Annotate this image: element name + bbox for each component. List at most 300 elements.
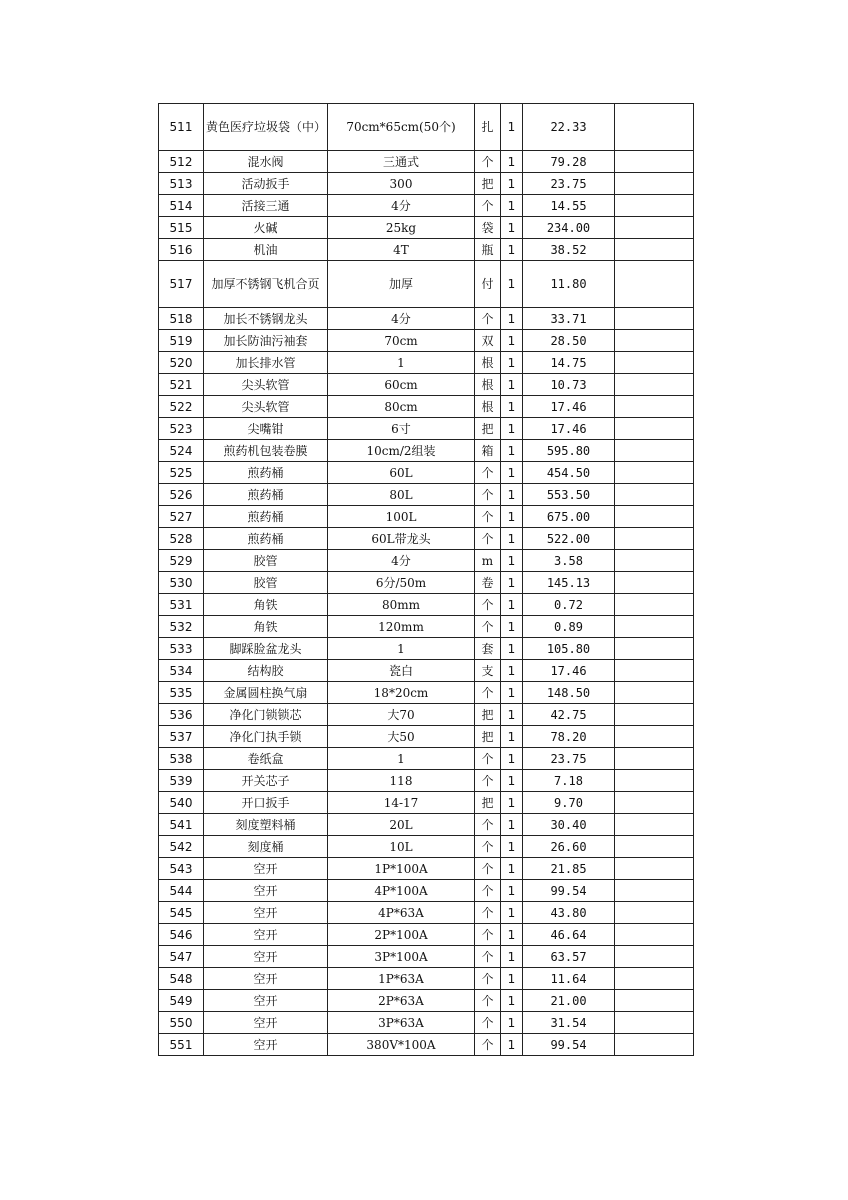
- row-number: 543: [159, 858, 204, 880]
- item-name: 加长防油污袖套: [204, 330, 328, 352]
- item-unit: 个: [475, 836, 501, 858]
- item-unit: 个: [475, 770, 501, 792]
- item-price: 30.40: [523, 814, 615, 836]
- item-name: 结构胶: [204, 660, 328, 682]
- item-price: 63.57: [523, 946, 615, 968]
- item-spec: 2P*100A: [328, 924, 475, 946]
- item-qty: 1: [501, 528, 523, 550]
- table-row: [159, 770, 694, 792]
- item-note: [615, 195, 694, 217]
- item-spec: 300: [328, 173, 475, 195]
- row-number: 542: [159, 836, 204, 858]
- item-note: [615, 308, 694, 330]
- item-spec: 60L带龙头: [328, 528, 475, 550]
- item-qty: 1: [501, 217, 523, 239]
- item-unit: 个: [475, 506, 501, 528]
- item-price: 3.58: [523, 550, 615, 572]
- row-number: 532: [159, 616, 204, 638]
- item-note: [615, 858, 694, 880]
- item-name: 活动扳手: [204, 173, 328, 195]
- item-name: 脚踩脸盆龙头: [204, 638, 328, 660]
- item-name: 煎药桶: [204, 528, 328, 550]
- table-row: [159, 726, 694, 748]
- item-qty: 1: [501, 704, 523, 726]
- table-row: [159, 550, 694, 572]
- table-row: [159, 704, 694, 726]
- table-row: [159, 151, 694, 173]
- item-qty: 1: [501, 924, 523, 946]
- table-row: [159, 638, 694, 660]
- item-price: 105.80: [523, 638, 615, 660]
- item-name: 金属圆柱换气扇: [204, 682, 328, 704]
- item-name: 空开: [204, 924, 328, 946]
- row-number: 528: [159, 528, 204, 550]
- table-row: [159, 924, 694, 946]
- item-note: [615, 704, 694, 726]
- item-name: 空开: [204, 880, 328, 902]
- item-unit: 根: [475, 374, 501, 396]
- item-unit: 个: [475, 858, 501, 880]
- item-note: [615, 990, 694, 1012]
- item-name: 煎药桶: [204, 462, 328, 484]
- table-row: [159, 836, 694, 858]
- item-price: 43.80: [523, 902, 615, 924]
- item-spec: 1P*63A: [328, 968, 475, 990]
- item-note: [615, 924, 694, 946]
- table-row: [159, 594, 694, 616]
- item-price: 11.64: [523, 968, 615, 990]
- item-spec: 80mm: [328, 594, 475, 616]
- item-spec: 80L: [328, 484, 475, 506]
- table-row: [159, 748, 694, 770]
- table-row: [159, 104, 694, 151]
- table-row: [159, 506, 694, 528]
- item-spec: 118: [328, 770, 475, 792]
- item-unit: m: [475, 550, 501, 572]
- item-name: 加长排水管: [204, 352, 328, 374]
- item-qty: 1: [501, 726, 523, 748]
- item-qty: 1: [501, 484, 523, 506]
- item-spec: 18*20cm: [328, 682, 475, 704]
- item-name: 胶管: [204, 550, 328, 572]
- row-number: 550: [159, 1012, 204, 1034]
- item-name: 开口扳手: [204, 792, 328, 814]
- item-unit: 个: [475, 308, 501, 330]
- table-row: [159, 173, 694, 195]
- item-unit: 个: [475, 528, 501, 550]
- item-qty: 1: [501, 104, 523, 151]
- item-price: 38.52: [523, 239, 615, 261]
- item-price: 21.00: [523, 990, 615, 1012]
- item-spec: 60cm: [328, 374, 475, 396]
- item-unit: 根: [475, 396, 501, 418]
- table-row: [159, 968, 694, 990]
- item-qty: 1: [501, 151, 523, 173]
- item-note: [615, 770, 694, 792]
- item-qty: 1: [501, 352, 523, 374]
- item-unit: 个: [475, 814, 501, 836]
- item-unit: 付: [475, 261, 501, 308]
- item-qty: 1: [501, 418, 523, 440]
- item-price: 99.54: [523, 880, 615, 902]
- item-name: 空开: [204, 1012, 328, 1034]
- item-price: 234.00: [523, 217, 615, 239]
- item-note: [615, 1012, 694, 1034]
- item-price: 78.20: [523, 726, 615, 748]
- item-price: 23.75: [523, 748, 615, 770]
- item-spec: 4分: [328, 195, 475, 217]
- item-price: 21.85: [523, 858, 615, 880]
- item-name: 加长不锈钢龙头: [204, 308, 328, 330]
- item-note: [615, 836, 694, 858]
- item-spec: 大50: [328, 726, 475, 748]
- table-row: [159, 1012, 694, 1034]
- item-qty: 1: [501, 330, 523, 352]
- item-note: [615, 748, 694, 770]
- item-spec: 70cm: [328, 330, 475, 352]
- item-spec: 20L: [328, 814, 475, 836]
- table-row: [159, 308, 694, 330]
- item-spec: 4P*63A: [328, 902, 475, 924]
- item-name: 刻度塑料桶: [204, 814, 328, 836]
- item-spec: 6寸: [328, 418, 475, 440]
- item-note: [615, 239, 694, 261]
- item-name: 机油: [204, 239, 328, 261]
- item-spec: 4分: [328, 308, 475, 330]
- item-qty: 1: [501, 550, 523, 572]
- table-row: [159, 330, 694, 352]
- item-unit: 个: [475, 195, 501, 217]
- row-number: 525: [159, 462, 204, 484]
- table-row: [159, 396, 694, 418]
- row-number: 518: [159, 308, 204, 330]
- table-body: [159, 104, 694, 1056]
- item-name: 加厚不锈钢飞机合页: [204, 261, 328, 308]
- table-row: [159, 374, 694, 396]
- table-row: [159, 572, 694, 594]
- item-price: 145.13: [523, 572, 615, 594]
- item-price: 675.00: [523, 506, 615, 528]
- item-unit: 个: [475, 990, 501, 1012]
- row-number: 521: [159, 374, 204, 396]
- item-qty: 1: [501, 1012, 523, 1034]
- item-note: [615, 968, 694, 990]
- table-row: [159, 484, 694, 506]
- row-number: 515: [159, 217, 204, 239]
- item-note: [615, 550, 694, 572]
- item-note: [615, 682, 694, 704]
- row-number: 531: [159, 594, 204, 616]
- item-note: [615, 418, 694, 440]
- row-number: 547: [159, 946, 204, 968]
- item-unit: 袋: [475, 217, 501, 239]
- row-number: 516: [159, 239, 204, 261]
- item-spec: 100L: [328, 506, 475, 528]
- item-qty: 1: [501, 616, 523, 638]
- item-qty: 1: [501, 396, 523, 418]
- item-qty: 1: [501, 902, 523, 924]
- item-name: 火碱: [204, 217, 328, 239]
- item-name: 净化门锁锁芯: [204, 704, 328, 726]
- table-row: [159, 902, 694, 924]
- item-price: 42.75: [523, 704, 615, 726]
- row-number: 523: [159, 418, 204, 440]
- item-name: 煎药桶: [204, 484, 328, 506]
- item-qty: 1: [501, 968, 523, 990]
- table-row: [159, 528, 694, 550]
- item-unit: 个: [475, 484, 501, 506]
- item-price: 11.80: [523, 261, 615, 308]
- item-note: [615, 330, 694, 352]
- item-spec: 14-17: [328, 792, 475, 814]
- item-name: 卷纸盒: [204, 748, 328, 770]
- table-row: [159, 195, 694, 217]
- row-number: 539: [159, 770, 204, 792]
- row-number: 534: [159, 660, 204, 682]
- item-name: 空开: [204, 968, 328, 990]
- row-number: 538: [159, 748, 204, 770]
- item-qty: 1: [501, 880, 523, 902]
- table-row: [159, 990, 694, 1012]
- item-qty: 1: [501, 173, 523, 195]
- item-qty: 1: [501, 308, 523, 330]
- item-unit: 把: [475, 418, 501, 440]
- item-spec: 120mm: [328, 616, 475, 638]
- item-unit: 扎: [475, 104, 501, 151]
- item-qty: 1: [501, 374, 523, 396]
- item-qty: 1: [501, 594, 523, 616]
- row-number: 514: [159, 195, 204, 217]
- item-unit: 个: [475, 151, 501, 173]
- item-spec: 380V*100A: [328, 1034, 475, 1056]
- item-qty: 1: [501, 792, 523, 814]
- item-note: [615, 946, 694, 968]
- item-spec: 6分/50m: [328, 572, 475, 594]
- table-row: [159, 418, 694, 440]
- row-number: 533: [159, 638, 204, 660]
- table-row: [159, 352, 694, 374]
- item-unit: 支: [475, 660, 501, 682]
- item-unit: 个: [475, 594, 501, 616]
- item-price: 28.50: [523, 330, 615, 352]
- item-unit: 双: [475, 330, 501, 352]
- table-row: [159, 792, 694, 814]
- item-note: [615, 1034, 694, 1056]
- row-number: 551: [159, 1034, 204, 1056]
- item-spec: 3P*63A: [328, 1012, 475, 1034]
- item-unit: 把: [475, 173, 501, 195]
- row-number: 520: [159, 352, 204, 374]
- table-row: [159, 682, 694, 704]
- item-unit: 把: [475, 704, 501, 726]
- row-number: 511: [159, 104, 204, 151]
- item-name: 煎药机包装卷膜: [204, 440, 328, 462]
- item-price: 7.18: [523, 770, 615, 792]
- item-spec: 25kg: [328, 217, 475, 239]
- item-name: 空开: [204, 858, 328, 880]
- item-note: [615, 594, 694, 616]
- item-note: [615, 484, 694, 506]
- item-spec: 三通式: [328, 151, 475, 173]
- row-number: 513: [159, 173, 204, 195]
- item-name: 尖头软管: [204, 396, 328, 418]
- item-spec: 60L: [328, 462, 475, 484]
- row-number: 527: [159, 506, 204, 528]
- item-name: 空开: [204, 990, 328, 1012]
- item-unit: 个: [475, 682, 501, 704]
- item-unit: 把: [475, 792, 501, 814]
- item-name: 空开: [204, 946, 328, 968]
- item-unit: 个: [475, 1034, 501, 1056]
- table-row: [159, 1034, 694, 1056]
- table-row: [159, 440, 694, 462]
- row-number: 517: [159, 261, 204, 308]
- item-unit: 个: [475, 1012, 501, 1034]
- row-number: 544: [159, 880, 204, 902]
- item-spec: 80cm: [328, 396, 475, 418]
- item-price: 31.54: [523, 1012, 615, 1034]
- item-price: 14.55: [523, 195, 615, 217]
- item-price: 0.72: [523, 594, 615, 616]
- item-qty: 1: [501, 261, 523, 308]
- row-number: 537: [159, 726, 204, 748]
- item-price: 46.64: [523, 924, 615, 946]
- item-unit: 个: [475, 748, 501, 770]
- item-spec: 1: [328, 748, 475, 770]
- row-number: 512: [159, 151, 204, 173]
- item-note: [615, 902, 694, 924]
- row-number: 546: [159, 924, 204, 946]
- item-qty: 1: [501, 638, 523, 660]
- item-price: 595.80: [523, 440, 615, 462]
- item-spec: 瓷白: [328, 660, 475, 682]
- item-price: 148.50: [523, 682, 615, 704]
- row-number: 522: [159, 396, 204, 418]
- table-row: [159, 217, 694, 239]
- row-number: 536: [159, 704, 204, 726]
- item-qty: 1: [501, 836, 523, 858]
- table-row: [159, 261, 694, 308]
- item-note: [615, 396, 694, 418]
- item-qty: 1: [501, 462, 523, 484]
- row-number: 541: [159, 814, 204, 836]
- item-price: 522.00: [523, 528, 615, 550]
- row-number: 519: [159, 330, 204, 352]
- item-qty: 1: [501, 946, 523, 968]
- item-name: 胶管: [204, 572, 328, 594]
- item-price: 10.73: [523, 374, 615, 396]
- item-name: 开关芯子: [204, 770, 328, 792]
- row-number: 540: [159, 792, 204, 814]
- item-name: 净化门执手锁: [204, 726, 328, 748]
- item-spec: 大70: [328, 704, 475, 726]
- table-row: [159, 880, 694, 902]
- row-number: 549: [159, 990, 204, 1012]
- item-name: 空开: [204, 1034, 328, 1056]
- item-name: 角铁: [204, 616, 328, 638]
- item-price: 33.71: [523, 308, 615, 330]
- item-spec: 2P*63A: [328, 990, 475, 1012]
- item-price: 17.46: [523, 396, 615, 418]
- item-name: 尖嘴钳: [204, 418, 328, 440]
- item-unit: 个: [475, 946, 501, 968]
- item-qty: 1: [501, 572, 523, 594]
- item-spec: 4T: [328, 239, 475, 261]
- item-qty: 1: [501, 748, 523, 770]
- item-note: [615, 506, 694, 528]
- item-note: [615, 261, 694, 308]
- item-qty: 1: [501, 1034, 523, 1056]
- price-table: [158, 103, 694, 1056]
- item-note: [615, 660, 694, 682]
- item-qty: 1: [501, 858, 523, 880]
- item-note: [615, 616, 694, 638]
- item-spec: 10L: [328, 836, 475, 858]
- item-spec: 1P*100A: [328, 858, 475, 880]
- item-spec: 3P*100A: [328, 946, 475, 968]
- item-note: [615, 792, 694, 814]
- item-unit: 个: [475, 880, 501, 902]
- item-qty: 1: [501, 682, 523, 704]
- item-name: 尖头软管: [204, 374, 328, 396]
- item-note: [615, 880, 694, 902]
- item-note: [615, 374, 694, 396]
- item-note: [615, 572, 694, 594]
- row-number: 545: [159, 902, 204, 924]
- item-qty: 1: [501, 440, 523, 462]
- item-spec: 1: [328, 352, 475, 374]
- item-note: [615, 440, 694, 462]
- table-row: [159, 660, 694, 682]
- item-price: 9.70: [523, 792, 615, 814]
- item-unit: 箱: [475, 440, 501, 462]
- item-unit: 卷: [475, 572, 501, 594]
- item-price: 17.46: [523, 660, 615, 682]
- item-unit: 个: [475, 924, 501, 946]
- item-unit: 个: [475, 616, 501, 638]
- item-qty: 1: [501, 990, 523, 1012]
- item-name: 黄色医疗垃圾袋（中）: [204, 104, 328, 151]
- item-qty: 1: [501, 770, 523, 792]
- item-price: 22.33: [523, 104, 615, 151]
- item-price: 99.54: [523, 1034, 615, 1056]
- item-note: [615, 352, 694, 374]
- item-name: 活接三通: [204, 195, 328, 217]
- table-row: [159, 239, 694, 261]
- item-note: [615, 104, 694, 151]
- item-name: 空开: [204, 902, 328, 924]
- item-price: 14.75: [523, 352, 615, 374]
- row-number: 530: [159, 572, 204, 594]
- item-price: 17.46: [523, 418, 615, 440]
- row-number: 524: [159, 440, 204, 462]
- item-spec: 4P*100A: [328, 880, 475, 902]
- table-row: [159, 462, 694, 484]
- item-qty: 1: [501, 239, 523, 261]
- item-name: 混水阀: [204, 151, 328, 173]
- item-price: 553.50: [523, 484, 615, 506]
- item-unit: 个: [475, 902, 501, 924]
- item-qty: 1: [501, 814, 523, 836]
- item-note: [615, 726, 694, 748]
- row-number: 548: [159, 968, 204, 990]
- table-row: [159, 858, 694, 880]
- item-spec: 10cm/2组装: [328, 440, 475, 462]
- item-spec: 1: [328, 638, 475, 660]
- item-unit: 瓶: [475, 239, 501, 261]
- item-qty: 1: [501, 506, 523, 528]
- item-qty: 1: [501, 195, 523, 217]
